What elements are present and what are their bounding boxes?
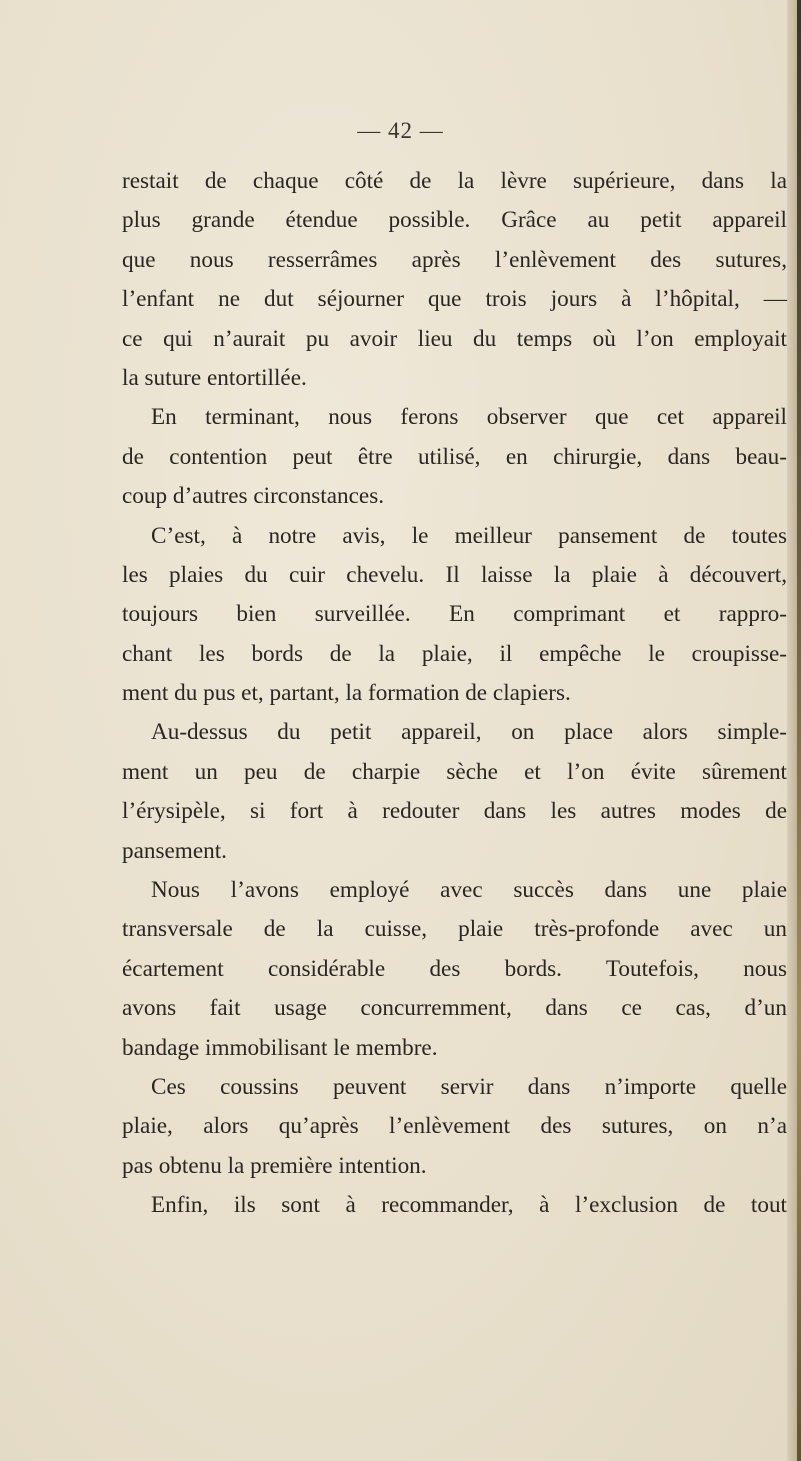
text-line: ment un peu de charpie sèche et l’on évite sûrement xyxy=(122,758,787,785)
text-line: C’est, à notre avis, le meilleur pansement de toutes xyxy=(151,522,787,549)
text-line: plus grande étendue possible. Grâce au petit appareil xyxy=(122,207,787,234)
text-line: les plaies du cuir chevelu. Il laisse la plaie à découvert, xyxy=(122,561,787,588)
text-line: l’enfant ne dut séjourner que trois jours à l’hôpital, — xyxy=(122,286,787,313)
text-line: avons fait usage concurremment, dans ce cas, d’un xyxy=(122,995,787,1022)
text-line: ment du pus et, partant, la formation de clapiers. xyxy=(122,680,571,707)
text-line: écartement considérable des bords. Toutefois, nous xyxy=(122,955,787,982)
text-line: transversale de la cuisse, plaie très-profonde avec un xyxy=(122,916,787,943)
text-line: Nous l’avons employé avec succès dans une plaie xyxy=(151,877,787,904)
body-text xyxy=(122,162,787,1226)
text-line: toujours bien surveillée. En comprimant et rappro- xyxy=(122,601,787,628)
text-line: la suture entortillée. xyxy=(122,364,307,391)
text-line: restait de chaque côté de la lèvre supérieure, dans la xyxy=(122,168,787,194)
text-line: bandage immobilisant le membre. xyxy=(122,1034,438,1061)
text-line: Enfin, ils sont à recommander, à l’exclusion de tout xyxy=(151,1192,787,1219)
text-line: Ces coussins peuvent servir dans n’importe quelle xyxy=(151,1073,787,1100)
text-line: coup d’autres circonstances. xyxy=(122,483,385,510)
page-number: — 42 — xyxy=(357,118,444,143)
text-line: l’érysipèle, si fort à redouter dans les autres modes de xyxy=(122,798,787,825)
page-edge-binding xyxy=(797,0,801,1461)
text-line: Au-dessus du petit appareil, on place alors simple- xyxy=(151,719,787,746)
text-line: ce qui n’aurait pu avoir lieu du temps où l’on employait xyxy=(122,325,787,352)
text-line: que nous resserrâmes après l’enlèvement des sutures, xyxy=(122,246,787,273)
text-line: pas obtenu la première intention. xyxy=(122,1152,427,1179)
text-line: plaie, alors qu’après l’enlèvement des sutures, on n’a xyxy=(122,1113,787,1140)
text-line: chant les bords de la plaie, il empêche le croupisse- xyxy=(122,640,787,667)
text-line: En terminant, nous ferons observer que cet appareil xyxy=(151,404,787,431)
text-line: de contention peut être utilisé, en chirurgie, dans beau- xyxy=(122,443,787,470)
text-line: pansement. xyxy=(122,837,227,864)
